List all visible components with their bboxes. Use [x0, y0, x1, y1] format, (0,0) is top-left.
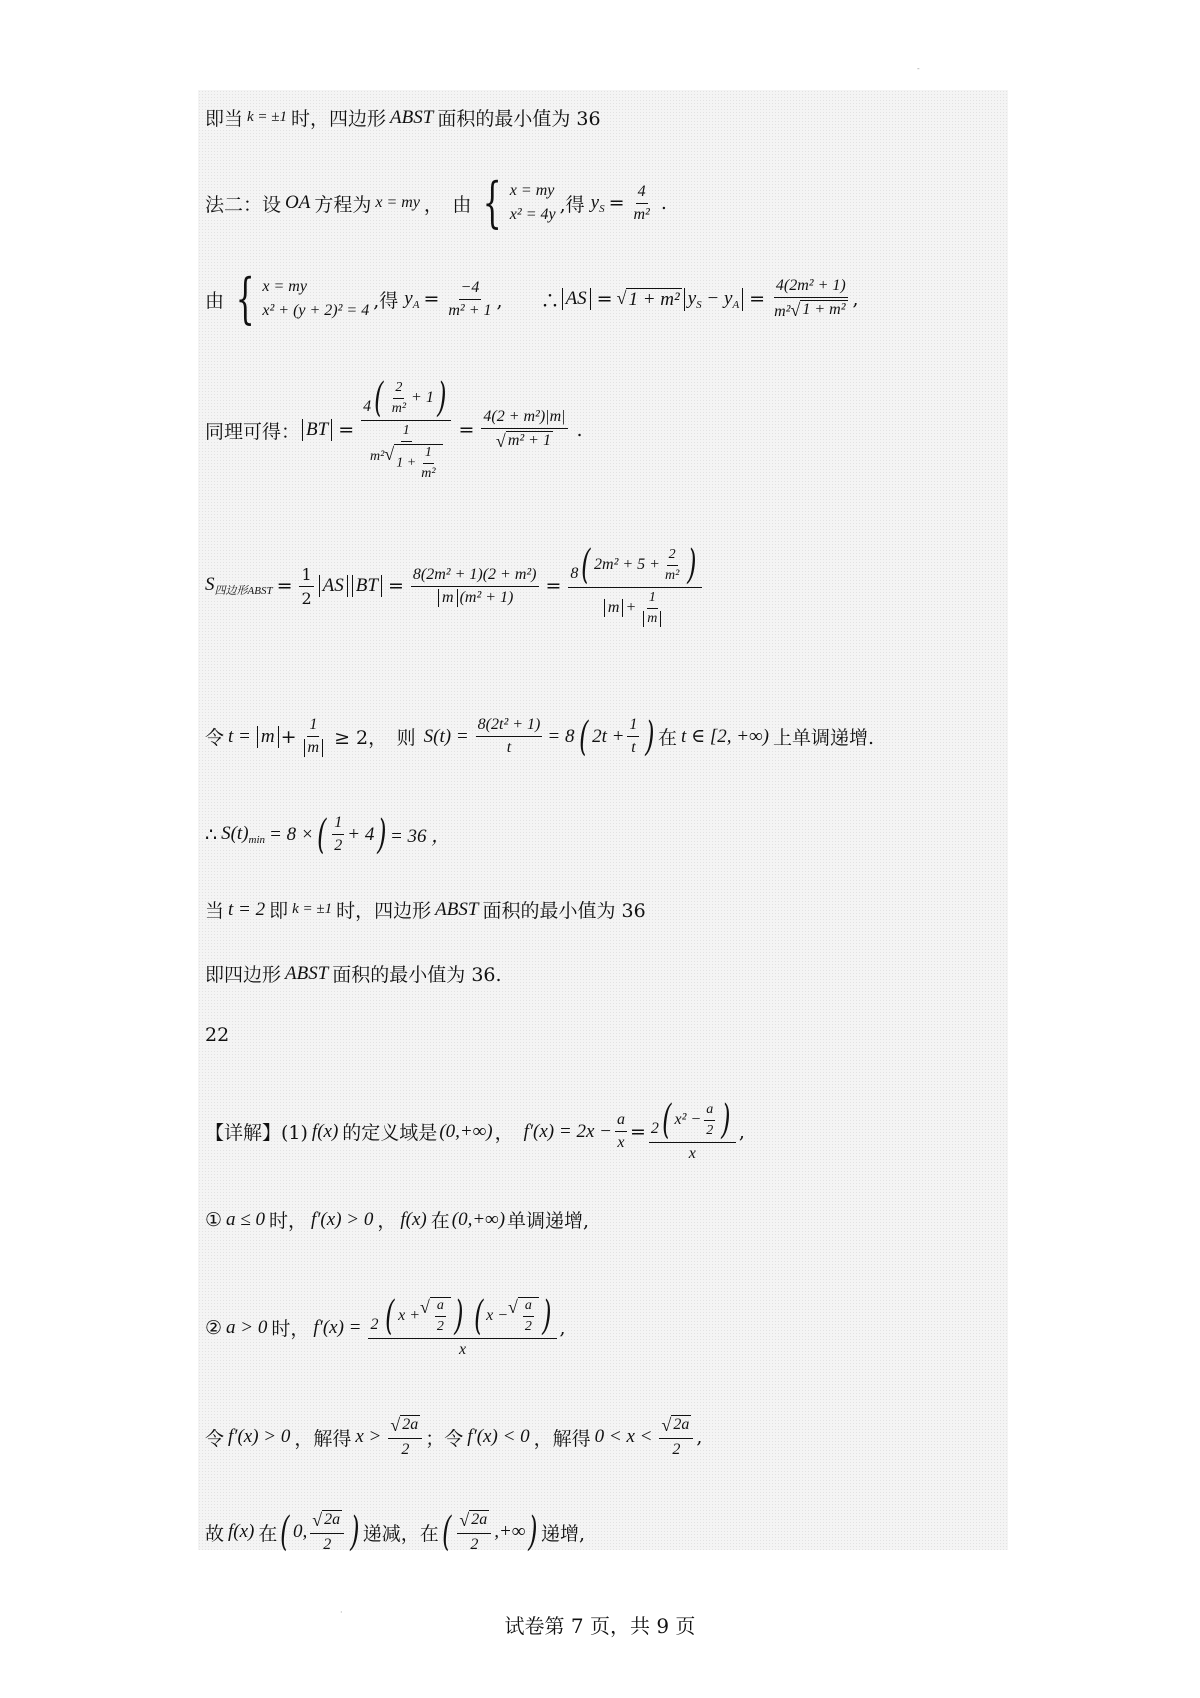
fraction: $\frac{-4}{\text{m² + 1}}$ [448, 278, 492, 319]
text-line-8: 当 t = 2 即 k = ±1 时，四边形 ABST 面积的最小值为 36 [205, 898, 646, 922]
text-line-4: 同理可得： BT = 4 ( $\frac{2}{\text{m²}}$ + 1 ) 1 m² √ 1 + $\frac{1}{\text{m²}}$ = 4(2 + m²)|m| √ m² + 1 . [205, 375, 583, 481]
fraction: $\frac{4}{\text{m²}}$ [633, 182, 650, 223]
text-line-14: 令 f′(x) > 0 ，解得 x > √ 2a 2 ；令 f′(x) < 0 ，解得 0 < x < √ 2a 2 , [205, 1415, 703, 1458]
page-footer: 试卷第 7 页，共 9 页 [504, 1614, 696, 1638]
corner-mark: - [917, 64, 920, 73]
fraction: 2 ( x + √ $\frac{a}{2}$ ) ( x − √ $\frac{a}{2}$ ) x [368, 1296, 556, 1359]
text-line-9: 即四边形 ABST 面积的最小值为 36. [205, 962, 502, 986]
fraction: √ 2a 2 [388, 1415, 422, 1459]
question-number: 22 [205, 1024, 230, 1046]
fraction: $\frac{a}{x}$ [616, 1111, 625, 1151]
text-line-12: ① a ≤ 0 时， f′(x) > 0 ， f(x) 在 (0,+∞) 单调递增, [205, 1208, 590, 1232]
equation-system: { x = my x² = 4y [483, 171, 556, 234]
fraction: $\frac{1}{2}$ [301, 564, 312, 608]
corner-mark: · [340, 1608, 343, 1617]
fraction: $\frac{\text{8(2t² + 1)}}{t}$ [477, 716, 541, 756]
fraction: √ 2a 2 [659, 1415, 693, 1459]
text-line-13: ② a > 0 时， f′(x) = 2 ( x + √ $\frac{a}{2}$ ) ( x − √ $\frac{a}{2}$ ) x , [205, 1293, 566, 1358]
fraction: 4(2 + m²)|m| √ m² + 1 [483, 408, 566, 451]
text-line-3: 由 { x = my x² + (y + 2)² = 4 ,得 $y_A$ = $\frac{-4}{\text{m² + 1}}$ , ∴ AS = √ 1 + m² $y_S - y_A$ = 4(2m² + 1) m² √ 1 + m² , [205, 267, 859, 330]
fraction: $\frac{\text{8(2m² + 1)(2 + m²)}}{\text{m (m² + 1)}}$ [412, 565, 537, 606]
text-line-1: 即当 k = ±1 时，四边形 ABST 面积的最小值为 36 [205, 106, 601, 130]
text-line-5: $S_{四边形ABST}$ = $\frac{1}{2}$ AS BT = $\frac{\text{8(2m² + 1)(2 + m²)}}{\text{m (m² + 1)}}$ = 8 ( 2m² + 5 + $\frac{2}{\text{m²}}$ ) m + $\frac{1}{m}$ [205, 545, 705, 627]
absolute-value: $y_S - y_A$ [684, 288, 743, 311]
text-line-15: 故 f(x) 在 ( 0, √ 2a 2 ) 递减，在 ( √ 2a 2 ,+∞ ) 递增, [205, 1509, 586, 1555]
fraction: 2 ( x² − $\frac{a}{2}$ ) x [649, 1100, 736, 1163]
fraction: 4 ( $\frac{2}{\text{m²}}$ + 1 ) 1 m² √ 1 + $\frac{1}{\text{m²}}$ [361, 378, 451, 482]
text-line-6: 令 t = m + $\frac{1}{m}$ ≥ 2， 则 S(t) = $\frac{\text{8(2t² + 1)}}{t}$ = 8 ( 2t + $\frac{1}{t}$ ) 在 t ∈ [2, +∞) 上单调递增. [205, 713, 875, 760]
square-root: √ 1 + m² [616, 287, 680, 310]
fraction: 4(2m² + 1) m² √ 1 + m² [774, 277, 846, 320]
fraction: $\frac{1}{m}$ [300, 716, 328, 757]
text-line-2: 法二：设 OA 方程为 x = my ， 由 { x = my x² = 4y ,得 $y_S$ = $\frac{4}{\text{m²}}$ . [205, 171, 667, 234]
fraction: 8 ( 2m² + 5 + $\frac{2}{\text{m²}}$ ) m + $\frac{1}{m}$ [568, 545, 701, 627]
equation-system: { x = my x² + (y + 2)² = 4 [235, 267, 370, 330]
text-line-7: ∴ $S(t)_{min}$ = 8 × ( $\frac{1}{2}$ + 4 ) = 36 ， [205, 811, 451, 858]
text-line-11: 【详解】(1) f(x) 的定义域是 (0,+∞) ， f′(x) = 2x − $\frac{a}{x}$ = 2 ( x² − $\frac{a}{2}$ ) x , [205, 1097, 745, 1162]
